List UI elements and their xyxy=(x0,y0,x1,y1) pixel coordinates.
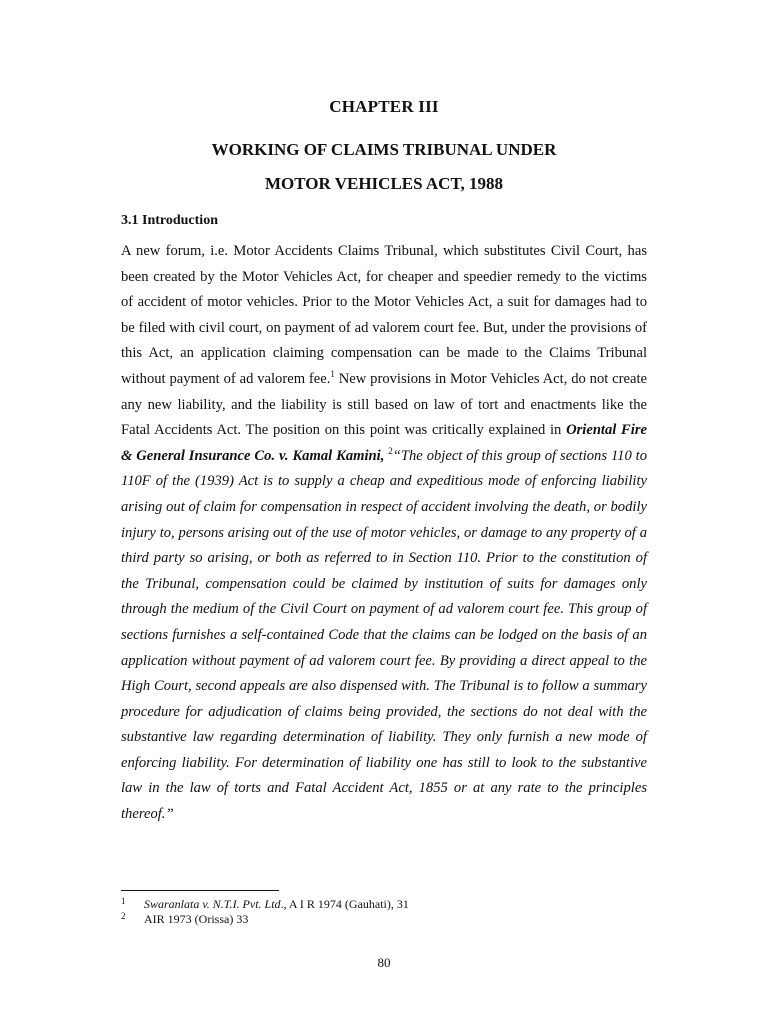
footnote-divider xyxy=(121,890,279,891)
footnote-2-mark: 2 xyxy=(121,911,126,921)
case-citation: Oriental Fire & General Insurance Co. v. Kamal Kamini, xyxy=(121,422,648,464)
body-paragraph xyxy=(121,239,647,828)
page-number: 80 xyxy=(377,955,391,970)
footnote-reference-2: 2 xyxy=(388,445,393,456)
footnote-1-text xyxy=(144,897,409,911)
footnote-reference-1: 1 xyxy=(330,368,335,379)
chapter-heading-line-1: WORKING OF CLAIMS TRIBUNAL UNDER xyxy=(211,140,557,159)
chapter-title: CHAPTER III xyxy=(329,97,439,116)
footnote-1-case-name: Swaranlata v. N.T.I. Pvt. Ltd xyxy=(144,897,281,911)
section-heading: 3.1 Introduction xyxy=(121,213,218,228)
footnote-1-mark: 1 xyxy=(121,896,126,906)
chapter-heading-line-2: MOTOR VEHICLES ACT, 1988 xyxy=(264,174,504,193)
quoted-passage: “The object of this group of sections 110 to 110F of the (1939) Act is to supply a cheap and expeditious mode of enforcing liability arising out of claim for compensation in respect of accident involving the death, or bodily injury to, persons arising out of the use of motor vehicles, or damage to any property of a third party so arising, or both as referred to in Section 110. Prior to the constitution of the Tribunal, compensation could be claimed by institution of suits for damages only through the medium of the Civil Court on payment of ad valorem court fee. This group of sections furnishes a self-contained Code that the claims can be lodged on the basis of an application without payment of ad valorem court fee. By providing a direct appeal to the High Court, second appeals are also dispensed with. The Tribunal is to follow a summary procedure for adjudication of claims being provided, the sections do not deal with the substantive law regarding determination of liability. They only furnish a new mode of enforcing liability. For determination of liability one has still to look to the substantive law in the law of torts and Fatal Accident Act, 1855 or at any rate to the principles thereof.” xyxy=(121,447,648,823)
footnote-2-text xyxy=(144,912,248,926)
paragraph-text-part-2: New provisions in Motor Vehicles Act, do not create any new liability, and the liability is still based on law of tort and enactments like the Fatal Accidents Act. The position on this point was critically explained in xyxy=(121,370,647,439)
paragraph-text-part-1: A new forum, i.e. Motor Accidents Claims Tribunal, which substitutes Civil Court, has been created by the Motor Vehicles Act, for cheaper and speedier remedy to the victims of accident of motor vehicles. Prior to the Motor Vehicles Act, a suit for damages had to be filed with civil court, on payment of ad valorem court fee. But, under the provisions of this Act, an application claiming compensation can be made to the Claims Tribunal without payment of ad valorem fee. xyxy=(121,243,647,387)
footnote-2-citation: AIR 1973 (Orissa) 33 xyxy=(144,912,249,926)
footnote-1-citation: ., A I R 1974 (Gauhati), 31 xyxy=(280,897,409,911)
